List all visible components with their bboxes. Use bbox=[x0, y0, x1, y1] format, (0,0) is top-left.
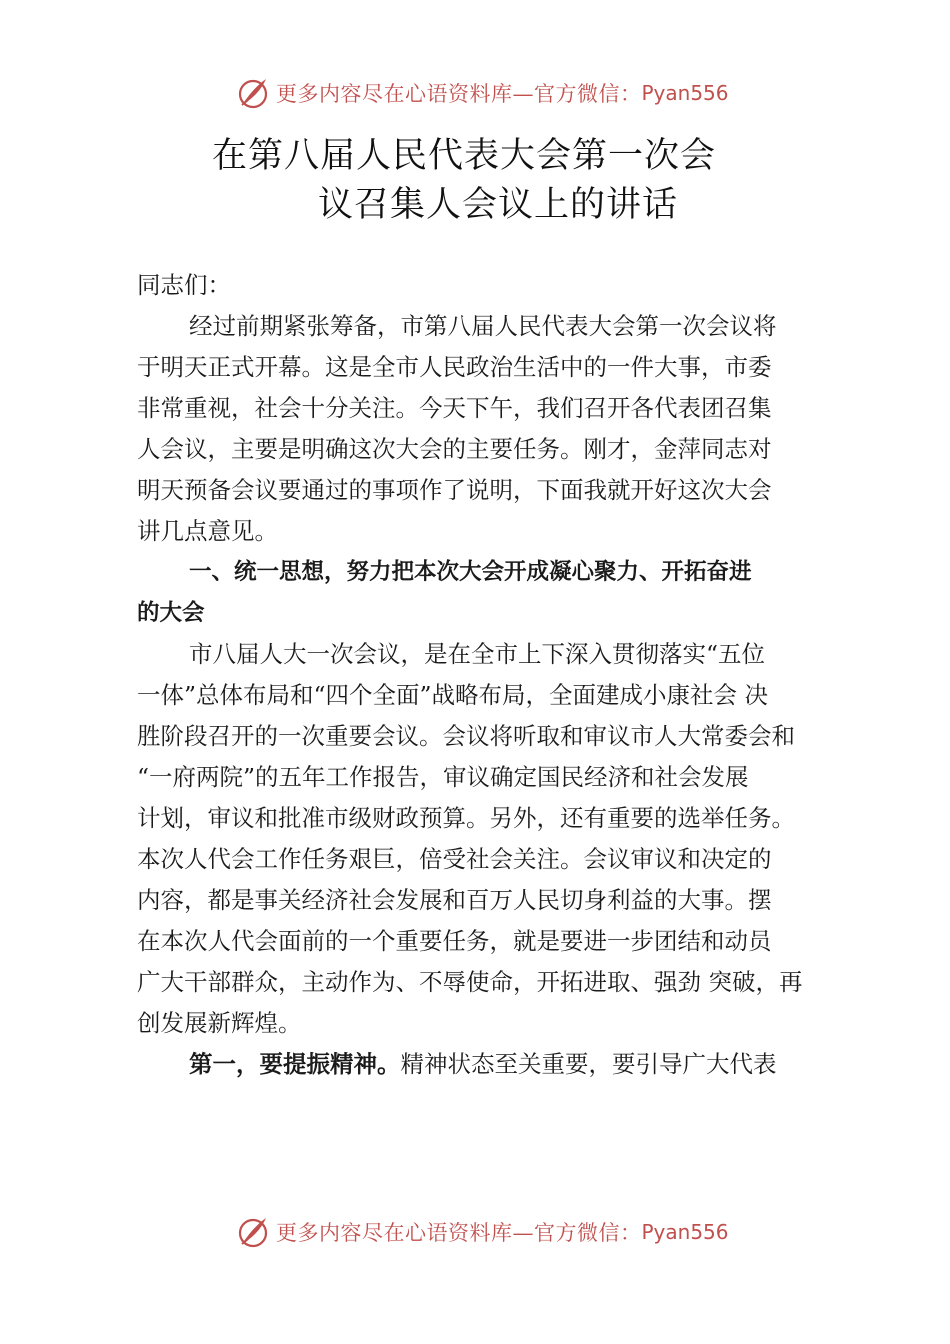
watermark-wechat-id: Pyan556 bbox=[641, 81, 729, 105]
document-title-line-2: 议召集人会议上的讲话 bbox=[318, 185, 679, 225]
paragraph-line: 讲几点意见。 bbox=[137, 517, 278, 545]
watermark-text: 更多内容尽在心语资料库—官方微信： bbox=[276, 1221, 642, 1245]
point-text: 精神状态至关重要，要引导广大代表 bbox=[400, 1050, 777, 1078]
paragraph-line: 计划，审议和批准市级财政预算。另外，还有重要的选举任务。 bbox=[137, 804, 795, 832]
point-lead: 第一，要提振精神。 bbox=[189, 1050, 401, 1078]
watermark-wechat-id: Pyan556 bbox=[641, 1220, 729, 1244]
section-heading: 的大会 bbox=[137, 600, 205, 626]
paragraph-line: 一体”总体布局和“四个全面”战略布局，全面建成小康社会 决 bbox=[137, 681, 769, 709]
paragraph-line: 胜阶段召开的一次重要会议。会议将听取和审议市人大常委会和 bbox=[137, 722, 795, 750]
quill-pen-logo-icon bbox=[236, 76, 270, 110]
salutation: 同志们： bbox=[137, 271, 231, 299]
paragraph-line: 内容，都是事关经济社会发展和百万人民切身利益的大事。摆 bbox=[137, 886, 772, 914]
paragraph-line: “一府两院”的五年工作报告，审议确定国民经济和社会发展 bbox=[137, 763, 749, 791]
paragraph-line: 明天预备会议要通过的事项作了说明，下面我就开好这次大会 bbox=[137, 476, 772, 504]
document-title-line-1: 在第八届人民代表大会第一次会 bbox=[212, 136, 717, 176]
paragraph-line: 于明天正式开幕。这是全市人民政治生活中的一件大事，市委 bbox=[137, 353, 772, 381]
paragraph-line: 在本次人代会面前的一个重要任务，就是要进一步团结和动员 bbox=[137, 927, 772, 955]
paragraph-line: 广大干部群众，主动作为、不辱使命，开拓进取、强劲 突破，再 bbox=[137, 968, 803, 996]
paragraph-line: 创发展新辉煌。 bbox=[137, 1009, 302, 1037]
watermark-text: 更多内容尽在心语资料库—官方微信： bbox=[276, 82, 642, 106]
watermark-header bbox=[236, 73, 729, 113]
quill-pen-logo-icon bbox=[236, 1215, 270, 1249]
paragraph-line: 市八届人大一次会议，是在全市上下深入贯彻落实“五位 bbox=[189, 640, 766, 668]
paragraph-line: 非常重视，社会十分关注。今天下午，我们召开各代表团召集 bbox=[137, 394, 772, 422]
paragraph-line: 本次人代会工作任务艰巨，倍受社会关注。会议审议和决定的 bbox=[137, 845, 772, 873]
section-heading: 一、统一思想，努力把本次大会开成凝心聚力、开拓奋进 bbox=[189, 559, 752, 585]
paragraph-line: 人会议，主要是明确这次大会的主要任务。刚才，金萍同志对 bbox=[137, 435, 772, 463]
paragraph-line bbox=[137, 1044, 827, 1085]
paragraph-line: 经过前期紧张筹备，市第八届人民代表大会第一次会议将 bbox=[189, 312, 777, 340]
watermark-footer bbox=[236, 1212, 729, 1252]
document-body bbox=[137, 265, 827, 1085]
